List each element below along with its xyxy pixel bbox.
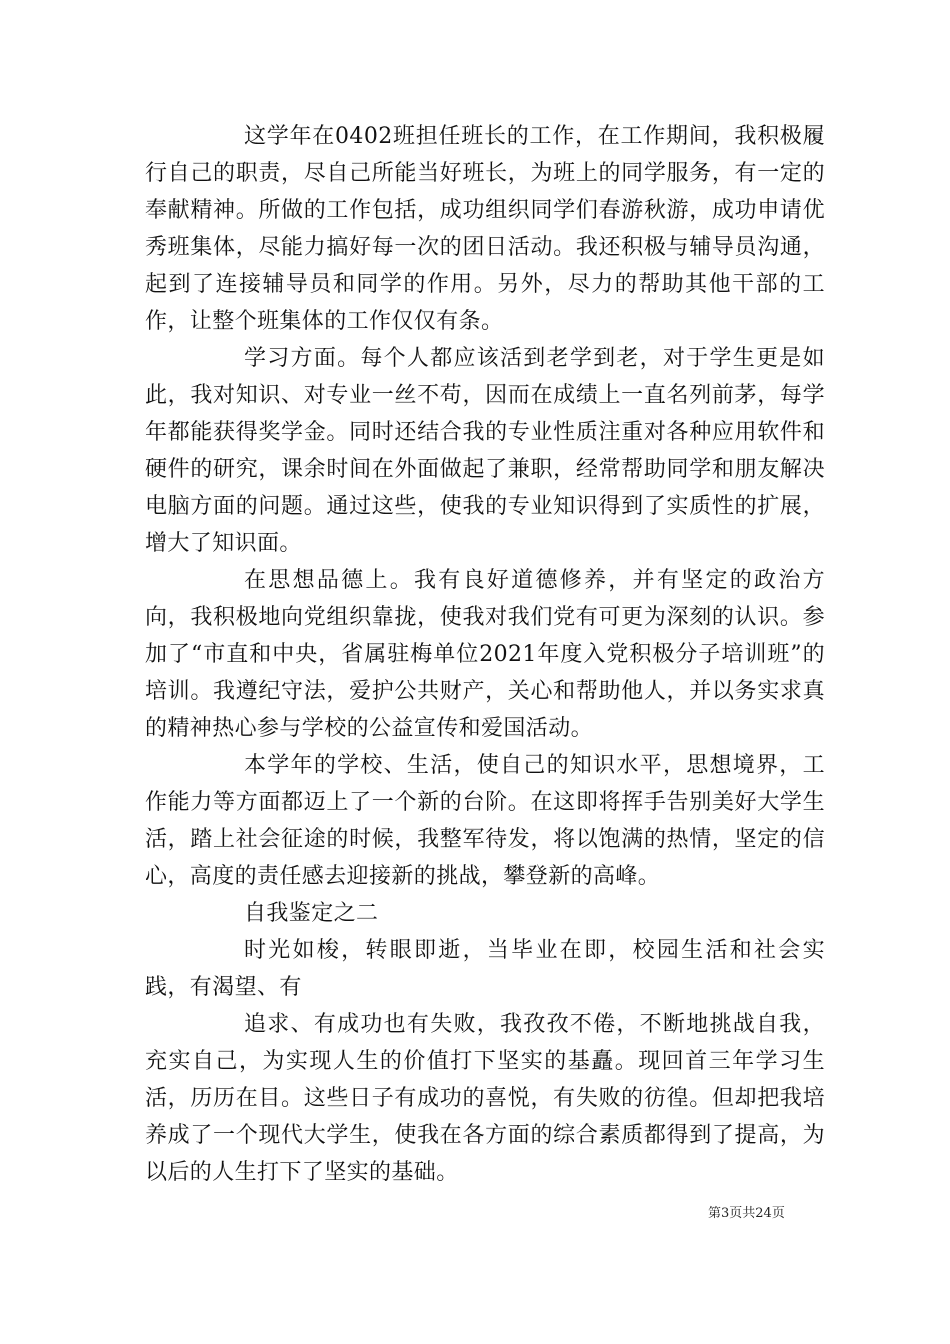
paragraph-time-flies: 时光如梭，转眼即逝，当毕业在即，校园生活和社会实践，有渴望、有	[145, 938, 825, 1000]
paragraph-pursuit: 追求、有成功也有失败，我孜孜不倦，不断地挑战自我，充实自己，为实现人生的价值打下坚实的基矗。现回首三年学习生活，历历在目。这些日子有成功的喜悦，有失败的彷徨。但却把我培养成了一个现代大学生，使我在各方面的综合素质都得到了提高，为以后的人生打下了坚实的基础。	[145, 1012, 825, 1185]
section-heading-self-evaluation-two: 自我鉴定之二	[244, 901, 379, 926]
paragraph-school-life-summary: 本学年的学校、生活，使自己的知识水平，思想境界，工作能力等方面都迈上了一个新的台阶。在这即将挥手告别美好大学生活，踏上社会征途的时候，我整军待发，将以饱满的热情，坚定的信心，高度的责任感去迎接新的挑战，攀登新的高峰。	[145, 753, 825, 889]
document-body	[145, 118, 825, 1191]
paragraph-class-monitor-work: 这学年在0402班担任班长的工作，在工作期间，我积极履行自己的职责，尽自己所能当好班长，为班上的同学服务，有一定的奉献精神。所做的工作包括，成功组织同学们春游秋游，成功申请优秀班集体，尽能力搞好每一次的团日活动。我还积极与辅导员沟通，起到了连接辅导员和同学的作用。另外，尽力的帮助其他干部的工作，让整个班集体的工作仅仅有条。	[145, 124, 825, 334]
paragraph-ideology-morality: 在思想品德上。我有良好道德修养，并有坚定的政治方向，我积极地向党组织靠拢，使我对我们党有可更为深刻的认识。参加了“市直和中央，省属驻梅单位2021年度入党积极分子培训班”的培训。我遵纪守法，爱护公共财产，关心和帮助他人，并以务实求真的精神热心参与学校的公益宣传和爱国活动。	[145, 568, 825, 741]
paragraph-study: 学习方面。每个人都应该活到老学到老，对于学生更是如此，我对知识、对专业一丝不苟，因而在成绩上一直名列前茅，每学年都能获得奖学金。同时还结合我的专业性质注重对各种应用软件和硬件的研究，课余时间在外面做起了兼职，经常帮助同学和朋友解决电脑方面的问题。通过这些，使我的专业知识得到了实质性的扩展，增大了知识面。	[145, 346, 825, 556]
page-number-footer: 第3页共24页	[708, 1206, 785, 1221]
